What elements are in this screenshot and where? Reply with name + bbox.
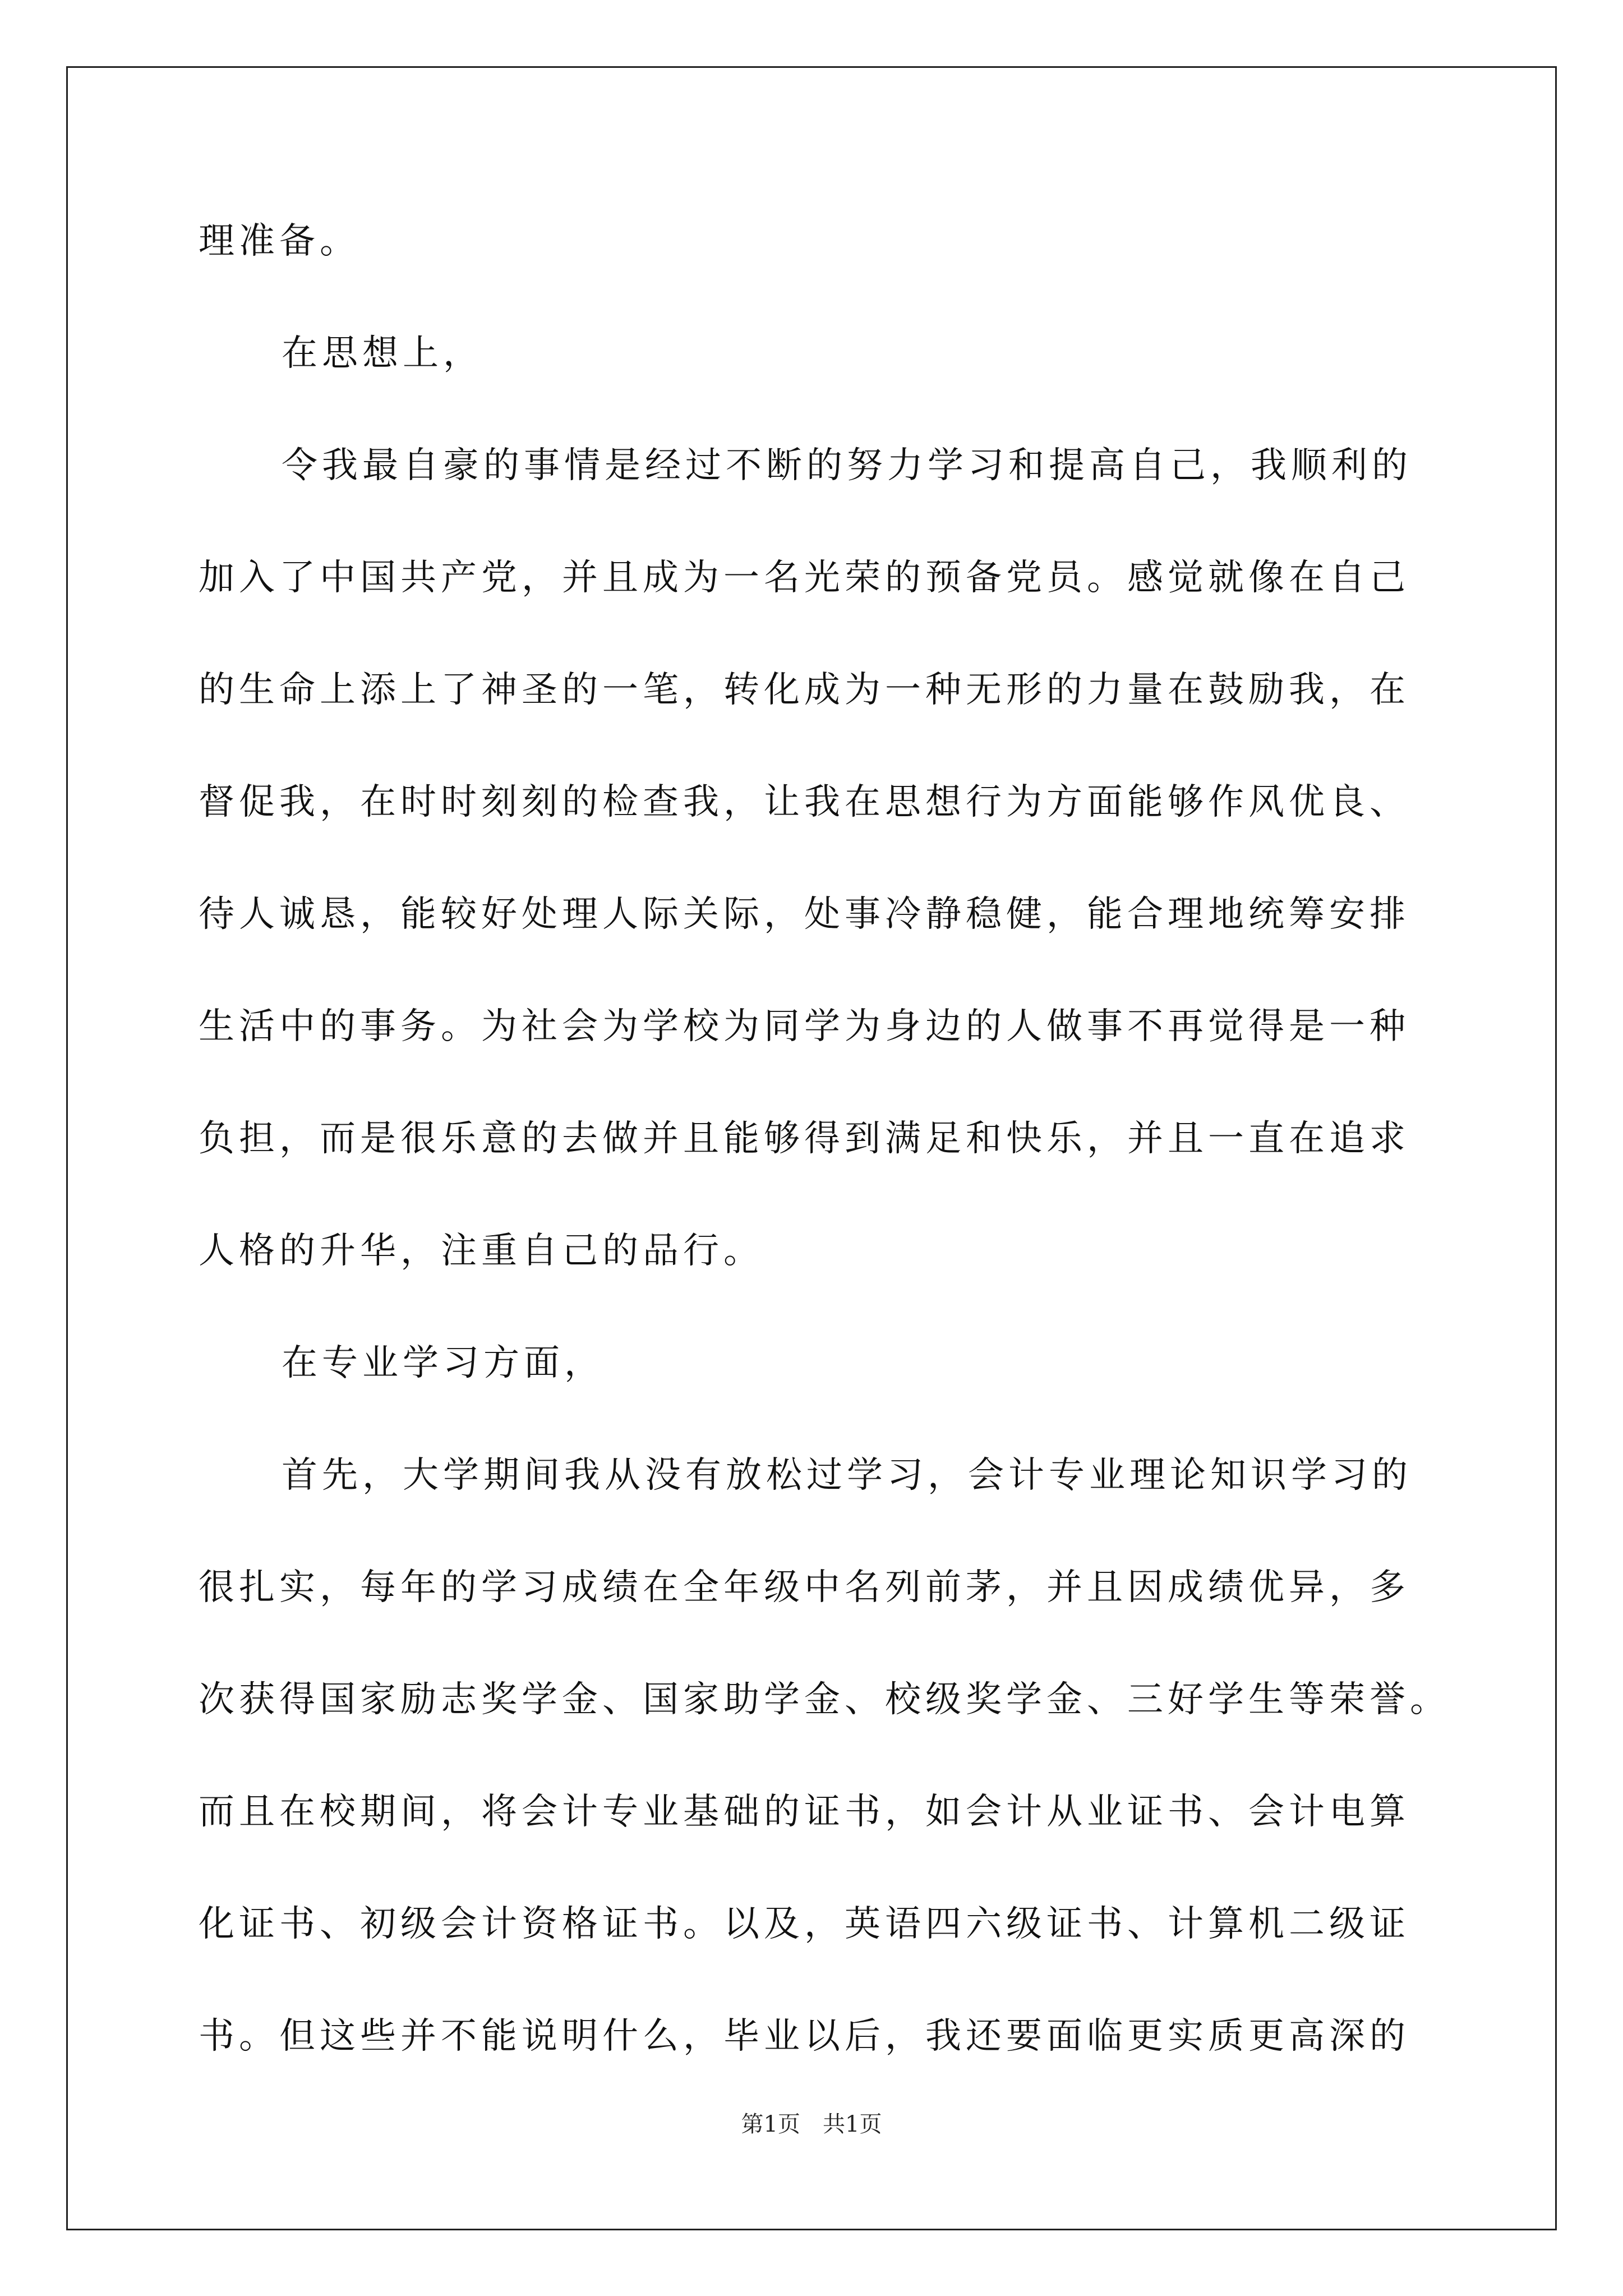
page-total: 共1页 (823, 2111, 882, 2137)
page-footer (0, 2110, 1623, 2138)
paragraph-line: 待人诚恳，能较好处理人际关际，处事冷静稳健，能合理地统筹安排 (199, 894, 1410, 935)
page-number: 第1页 (741, 2111, 800, 2137)
paragraph-line: 化证书、初级会计资格证书。以及，英语四六级证书、计算机二级证 (199, 1903, 1410, 1945)
paragraph-line: 书。但这些并不能说明什么，毕业以后，我还要面临更实质更高深的 (199, 2016, 1410, 2057)
paragraph-line: 负担，而是很乐意的去做并且能够得到满足和快乐，并且一直在追求 (199, 1118, 1410, 1159)
paragraph-line: 的生命上添上了神圣的一笔，转化成为一种无形的力量在鼓励我，在 (199, 669, 1410, 711)
paragraph-line: 在专业学习方面， (282, 1342, 605, 1384)
paragraph-line: 人格的升华，注重自己的品行。 (199, 1230, 764, 1272)
paragraph-line: 次获得国家励志奖学金、国家助学金、校级奖学金、三好学生等荣誉。 (199, 1679, 1450, 1720)
paragraph-line: 督促我，在时时刻刻的检查我，让我在思想行为方面能够作风优良、 (199, 781, 1410, 823)
paragraph-line: 生活中的事务。为社会为学校为同学为身边的人做事不再觉得是一种 (199, 1006, 1410, 1047)
paragraph-line: 首先，大学期间我从没有放松过学习，会计专业理论知识学习的 (282, 1455, 1412, 1496)
paragraph-line: 理准备。 (199, 220, 360, 262)
paragraph-line: 加入了中国共产党，并且成为一名光荣的预备党员。感觉就像在自己 (199, 557, 1410, 599)
paragraph-line: 令我最自豪的事情是经过不断的努力学习和提高自己，我顺利的 (282, 445, 1412, 486)
paragraph-line: 很扎实，每年的学习成绩在全年级中名列前茅，并且因成绩优异，多 (199, 1567, 1410, 1608)
paragraph-line: 而且在校期间，将会计专业基础的证书，如会计从业证书、会计电算 (199, 1791, 1410, 1833)
paragraph-line: 在思想上， (282, 333, 483, 374)
